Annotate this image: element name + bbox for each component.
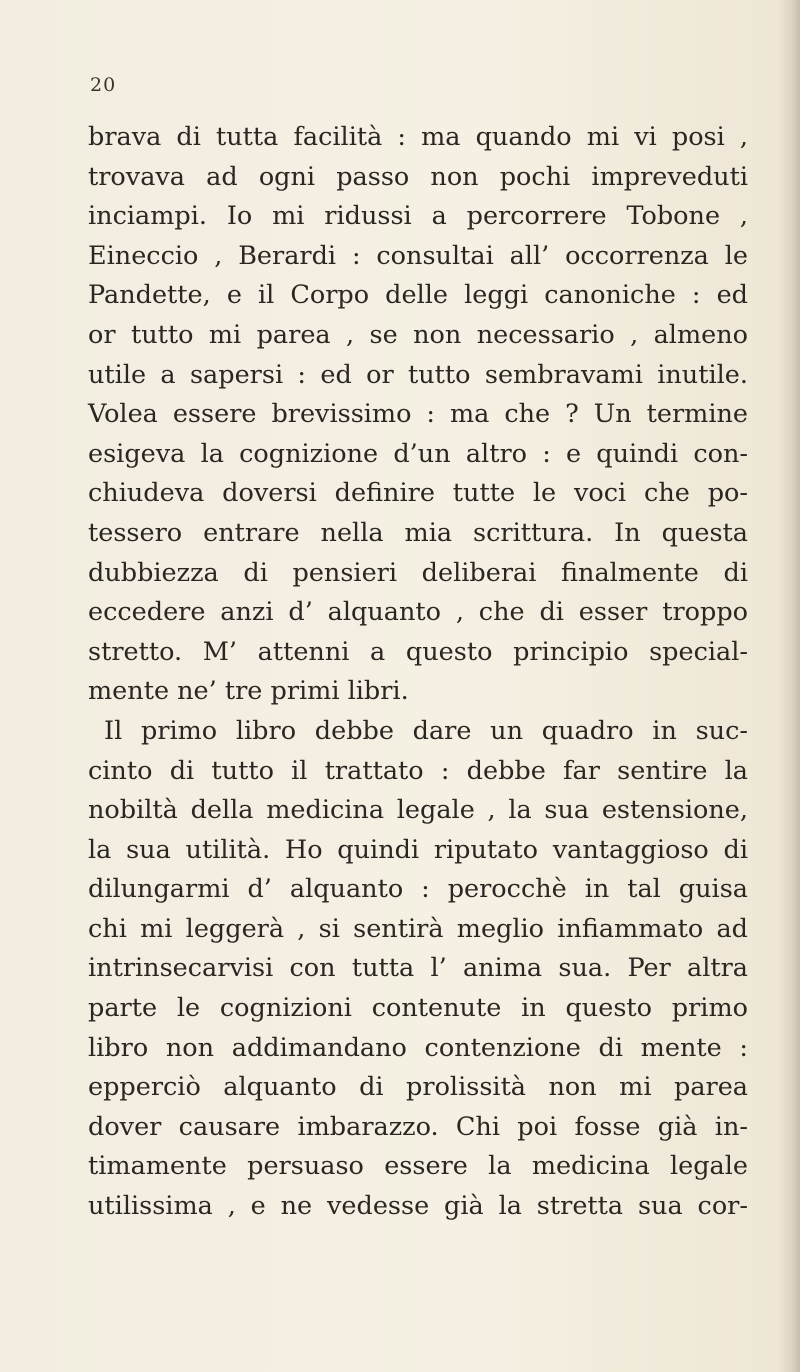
text-line: nobiltà della medicina legale , la sua estensione, [88,795,748,826]
text-line: chi mi leggerà , si sentirà meglio infiammato ad [88,913,748,944]
text-line: Volea essere brevissimo : ma che ? Un termine [88,399,748,430]
text-line: libro non addimandano contenzione di mente : [88,1032,748,1063]
text-line: or tutto mi parea , se non necessario , almeno [88,319,748,350]
text-line: dilungarmi d’ alquanto : perocchè in tal guisa [88,874,748,905]
text-line: cinto di tutto il trattato : debbe far sentire la [88,755,748,786]
text-line: eccedere anzi d’ alquanto , che di esser troppo [88,597,748,628]
page-edge-shadow [778,0,800,1372]
text-line: chiudeva doversi definire tutte le voci che po- [88,478,748,509]
text-line: intrinsecarvisi con tutta l’ anima sua. Per altra [88,953,748,984]
text-line: esigeva la cognizione d’un altro : e quindi con- [88,438,748,469]
body-text [88,118,748,1227]
text-line: trovava ad ogni passo non pochi impreveduti [88,161,748,192]
text-line: brava di tutta facilità : ma quando mi vi posi , [88,122,748,152]
text-line: tessero entrare nella mia scrittura. In questa [88,517,748,548]
text-line: la sua utilità. Ho quindi riputato vantaggioso di [88,834,748,865]
text-line: timamente persuaso essere la medicina legale [88,1151,748,1182]
text-line: parte le cognizioni contenute in questo primo [88,993,748,1024]
text-line: stretto. M’ attenni a questo principio special- [88,636,748,667]
text-line: Pandette, e il Corpo delle leggi canoniche : ed [88,280,748,311]
text-line: mente ne’ tre primi libri. [88,676,409,707]
text-line: utile a sapersi : ed or tutto sembravami inutile. [88,359,748,390]
text-line: inciampi. Io mi ridussi a percorrere Tobone , [88,201,748,232]
text-line: dover causare imbarazzo. Chi poi fosse già in- [88,1111,748,1142]
text-line: Il primo libro debbe dare un quadro in suc- [104,715,748,746]
text-line: dubbiezza di pensieri deliberai finalmente di [88,557,748,588]
text-line: Eineccio , Berardi : consultai all’ occorrenza le [88,240,748,271]
page-number: 20 [90,74,117,96]
text-line: epperciò alquanto di prolissità non mi parea [88,1072,748,1103]
text-line: utilissima , e ne vedesse già la stretta sua cor- [88,1191,748,1222]
